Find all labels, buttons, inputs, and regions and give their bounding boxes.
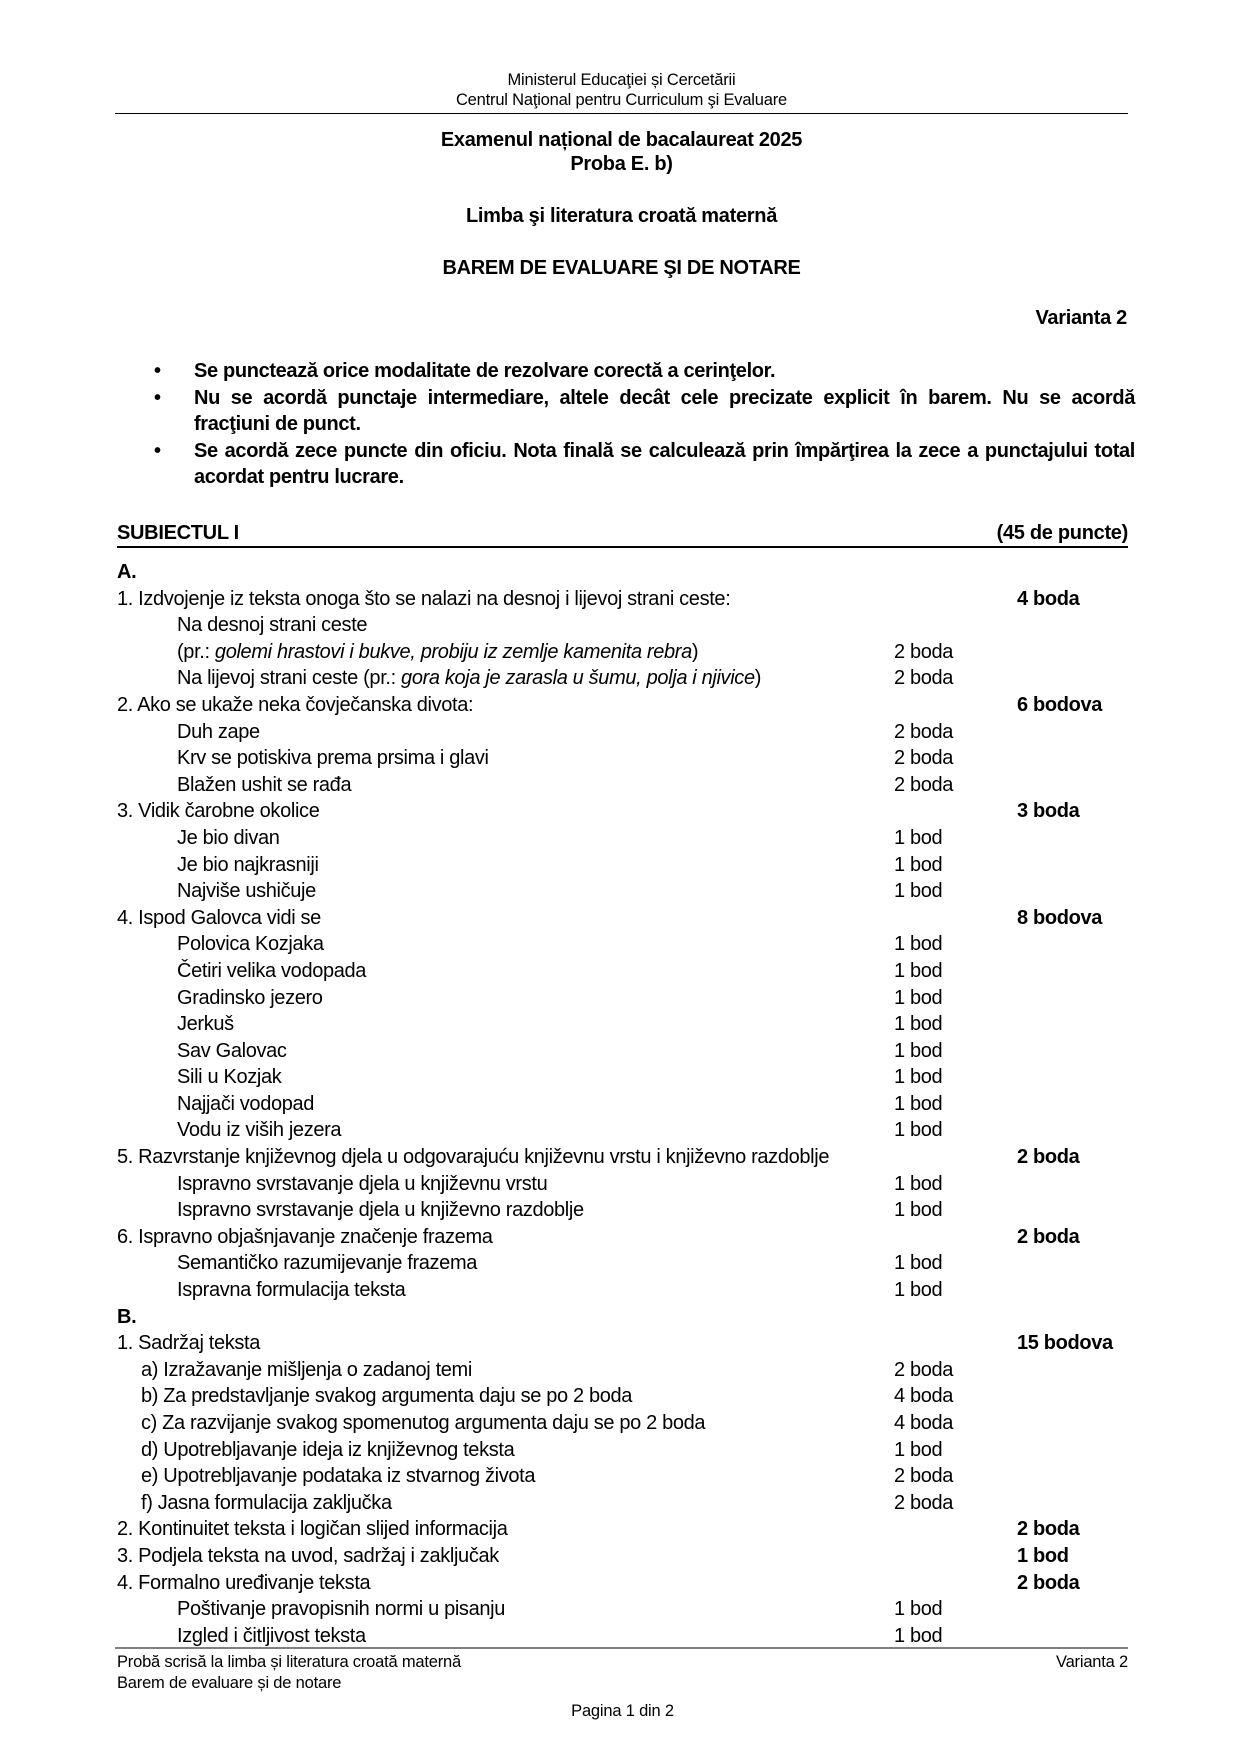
- sub-label: Jerkuš: [177, 1013, 234, 1036]
- criterion-row: [117, 1357, 1128, 1384]
- sub-points: 1 bod: [894, 986, 943, 1009]
- sub-row: [117, 665, 1128, 692]
- sub-row: [117, 825, 1128, 852]
- item-total: 2 boda: [1017, 1571, 1080, 1594]
- sub-row: [117, 878, 1128, 905]
- criterion-row: [117, 1437, 1128, 1464]
- criterion-label: b) Za predstavljanje svakog argumenta daju se po 2 boda: [141, 1385, 633, 1408]
- sub-points: 1 bod: [894, 1119, 943, 1142]
- sub-points: 2 boda: [894, 747, 954, 770]
- general-rules-list: [150, 358, 1135, 491]
- criterion-row: [117, 1383, 1128, 1410]
- document-type: BAREM DE EVALUARE ŞI DE NOTARE: [442, 257, 801, 279]
- exam-proba: Proba E. b): [570, 153, 673, 175]
- sub-label: Izgled i čitljivost teksta: [177, 1624, 366, 1647]
- exam-title: [115, 128, 1128, 176]
- sub-points: 2 boda: [894, 667, 954, 690]
- criterion-row: [117, 1410, 1128, 1437]
- footer-variant: Varianta 2: [1056, 1653, 1128, 1671]
- center-name: Centrul Naţional pentru Curriculum şi Evaluare: [455, 91, 788, 109]
- rule-text: Se acordă zece puncte din oficiu. Nota finală se calculează prin împărţirea la zece a punctajului total acordat pentru lucrare.: [194, 439, 1135, 488]
- sub-points: 1 bod: [894, 933, 943, 956]
- item-label: 2. Kontinuitet teksta i logičan slijed informacija: [117, 1518, 508, 1541]
- item-total: 4 boda: [1017, 587, 1080, 610]
- sub-row: [117, 1596, 1128, 1623]
- sub-points: 1 bod: [894, 1013, 943, 1036]
- sub-row: [117, 852, 1128, 879]
- sub-row: [117, 985, 1128, 1012]
- sub-label: Gradinsko jezero: [177, 986, 323, 1009]
- sub-points: 1 bod: [894, 1252, 943, 1275]
- rule-item: [150, 358, 1135, 385]
- sub-row: [117, 639, 1128, 666]
- rule-text: Se punctează orice modalitate de rezolvare corectă a cerinţelor.: [194, 360, 776, 382]
- sub-label: Polovica Kozjaka: [177, 933, 324, 956]
- sub-row: [117, 1277, 1128, 1304]
- rule-item: [150, 385, 1135, 438]
- bullet-icon: •: [154, 360, 161, 382]
- section-heading-b: B.: [117, 1305, 137, 1328]
- sub-points: 1 bod: [894, 826, 943, 849]
- item-label: 1. Izdvojenje iz teksta onoga što se nalazi na desnoj i lijevoj strani ceste:: [117, 587, 731, 610]
- sub-points: 1 bod: [894, 1066, 943, 1089]
- item-total: 6 bodova: [1017, 693, 1102, 716]
- sub-row: [117, 745, 1128, 772]
- sub-points: 2 boda: [894, 773, 954, 796]
- page-number: Pagina 1 din 2: [571, 1702, 674, 1720]
- example-text: golemi hrastovi i bukve, probiju iz zemlje kamenita rebra: [214, 640, 692, 663]
- item-label: 6. Ispravno objašnjavanje značenje frazema: [117, 1225, 493, 1248]
- subject-title: Limba şi literatura croată maternă: [465, 205, 778, 227]
- item-row: [117, 1330, 1128, 1357]
- section-heading-a: A.: [117, 561, 137, 583]
- sub-label: Poštivanje pravopisnih normi u pisanju: [177, 1598, 505, 1621]
- sub-row: [117, 1250, 1128, 1277]
- item-label: 3. Podjela teksta na uvod, sadržaj i zaključak: [117, 1544, 499, 1567]
- sub-label: Na lijevoj strani ceste (pr.: gora koja je zarasla u šumu, polja i njivice): [177, 667, 762, 690]
- sub-row: [117, 958, 1128, 985]
- rule-item: [150, 438, 1135, 491]
- criterion-row: [117, 1463, 1128, 1490]
- sub-row: [117, 1623, 1128, 1650]
- sub-label: Semantičko razumijevanje frazema: [177, 1252, 478, 1275]
- sub-label: Četiri velika vodopada: [177, 959, 367, 982]
- criterion-points: 2 boda: [894, 1491, 954, 1514]
- sub-label: Sili u Kozjak: [177, 1066, 282, 1089]
- sub-label: Ispravno svrstavanje djela u književnu vrstu: [177, 1172, 548, 1195]
- footer-divider: [115, 1647, 1128, 1649]
- rule-text: Nu se acordă punctaje intermediare, altele decât cele precizate explicit în barem. Nu se acordă fracţiuni de punct.: [194, 386, 1135, 435]
- item-total: 2 boda: [1017, 1146, 1080, 1169]
- exam-name: Examenul național de bacalaureat 2025: [440, 129, 803, 151]
- sub-row: [117, 612, 1128, 639]
- criterion-points: 2 boda: [894, 1358, 954, 1381]
- item-label: 5. Razvrstanje književnog djela u odgovarajuću književnu vrstu i književno razdoblje: [117, 1146, 830, 1169]
- item-row: [117, 1543, 1128, 1570]
- ministry-header: [115, 70, 1128, 110]
- sub-label: Blažen ushit se rađa: [177, 773, 352, 796]
- ministry-name: Ministerul Educaţiei și Cercetării: [507, 71, 736, 89]
- criterion-label: a) Izražavanje mišljenja o zadanoj temi: [141, 1358, 472, 1381]
- example-text: gora koja je zarasla u šumu, polja i njivice: [401, 667, 755, 690]
- subject-heading: [117, 520, 1128, 548]
- sub-row: [117, 931, 1128, 958]
- criterion-row: [117, 1490, 1128, 1517]
- sub-points: 1 bod: [894, 1598, 943, 1621]
- sub-points: 1 bod: [894, 1039, 943, 1062]
- item-row: [117, 1570, 1128, 1597]
- criterion-label: e) Upotrebljavanje podataka iz stvarnog života: [141, 1465, 536, 1488]
- footer-exam-name: Probă scrisă la limba și literatura croată maternă: [117, 1653, 461, 1671]
- item-label: 4. Formalno uređivanje teksta: [117, 1571, 371, 1594]
- sub-label: Je bio divan: [177, 826, 280, 849]
- page-footer: [117, 1652, 1128, 1720]
- scoring-content: [117, 559, 1128, 1649]
- criterion-points: 4 boda: [894, 1412, 954, 1434]
- criterion-label: f) Jasna formulacija zaključka: [141, 1491, 392, 1514]
- sub-points: 2 boda: [894, 720, 954, 743]
- item-row: [117, 798, 1128, 825]
- sub-points: 1 bod: [894, 880, 943, 903]
- subject-name: SUBIECTUL I: [117, 522, 239, 544]
- sub-label: Je bio najkrasniji: [177, 853, 319, 876]
- item-total: 8 bodova: [1017, 906, 1102, 929]
- item-row: [117, 692, 1128, 719]
- criterion-points: 4 boda: [894, 1385, 954, 1408]
- item-label: 2. Ako se ukaže neka čovječanska divota:: [117, 693, 474, 716]
- item-row: [117, 586, 1128, 613]
- sub-points: 1 bod: [894, 1199, 943, 1222]
- item-total: 15 bodova: [1017, 1332, 1113, 1355]
- variant-label: Varianta 2: [1035, 307, 1127, 329]
- sub-points: 1 bod: [894, 959, 943, 982]
- sub-points: 1 bod: [894, 1092, 943, 1115]
- item-total: 2 boda: [1017, 1518, 1080, 1541]
- subject-points: (45 de puncte): [996, 522, 1128, 544]
- item-row: [117, 1516, 1128, 1543]
- sub-row: [117, 1091, 1128, 1118]
- sub-label: Duh zape: [177, 720, 260, 743]
- sub-label: Ispravna formulacija teksta: [177, 1279, 406, 1302]
- sub-label: Ispravno svrstavanje djela u književno razdoblje: [177, 1199, 584, 1222]
- sub-row: [117, 1011, 1128, 1038]
- sub-row: [117, 1117, 1128, 1144]
- sub-label: Najjači vodopad: [177, 1092, 315, 1115]
- sub-points: 1 bod: [894, 1624, 943, 1647]
- sub-points: 1 bod: [894, 1279, 943, 1302]
- criterion-label: d) Upotrebljavanje ideja iz književnog teksta: [141, 1438, 515, 1461]
- sub-label: Vodu iz viših jezera: [177, 1119, 342, 1142]
- item-total: 2 boda: [1017, 1225, 1080, 1248]
- item-label: 1. Sadržaj teksta: [117, 1332, 261, 1355]
- header-divider: [115, 113, 1128, 114]
- sub-label: Sav Galovac: [177, 1039, 287, 1062]
- sub-row: [117, 1171, 1128, 1198]
- item-row: [117, 905, 1128, 932]
- sub-label: Na desnoj strani ceste: [177, 614, 368, 637]
- sub-row: [117, 1038, 1128, 1065]
- sub-points: 1 bod: [894, 1172, 943, 1195]
- criterion-label: c) Za razvijanje svakog spomenutog argumenta daju se po 2 boda: [141, 1412, 706, 1434]
- item-row: [117, 1224, 1128, 1251]
- sub-row: [117, 1064, 1128, 1091]
- sub-row: [117, 772, 1128, 799]
- sub-label: (pr.: golemi hrastovi i bukve, probiju iz zemlje kamenita rebra): [177, 640, 699, 663]
- item-label: 3. Vidik čarobne okolice: [117, 800, 320, 823]
- item-total: 3 boda: [1017, 800, 1080, 823]
- item-label: 4. Ispod Galovca vidi se: [117, 906, 321, 929]
- bullet-icon: •: [154, 439, 161, 462]
- criterion-points: 2 boda: [894, 1465, 954, 1488]
- bullet-icon: •: [154, 386, 161, 409]
- sub-label: Krv se potiskiva prema prsima i glavi: [177, 747, 489, 770]
- sub-points: 2 boda: [894, 640, 954, 663]
- item-total: 1 bod: [1017, 1544, 1069, 1567]
- sub-points: 1 bod: [894, 853, 943, 876]
- criterion-points: 1 bod: [894, 1438, 943, 1461]
- item-row: [117, 1144, 1128, 1171]
- sub-row: [117, 1197, 1128, 1224]
- sub-label: Najviše ushičuje: [177, 880, 316, 903]
- sub-row: [117, 719, 1128, 746]
- footer-doc-type: Barem de evaluare și de notare: [117, 1674, 342, 1692]
